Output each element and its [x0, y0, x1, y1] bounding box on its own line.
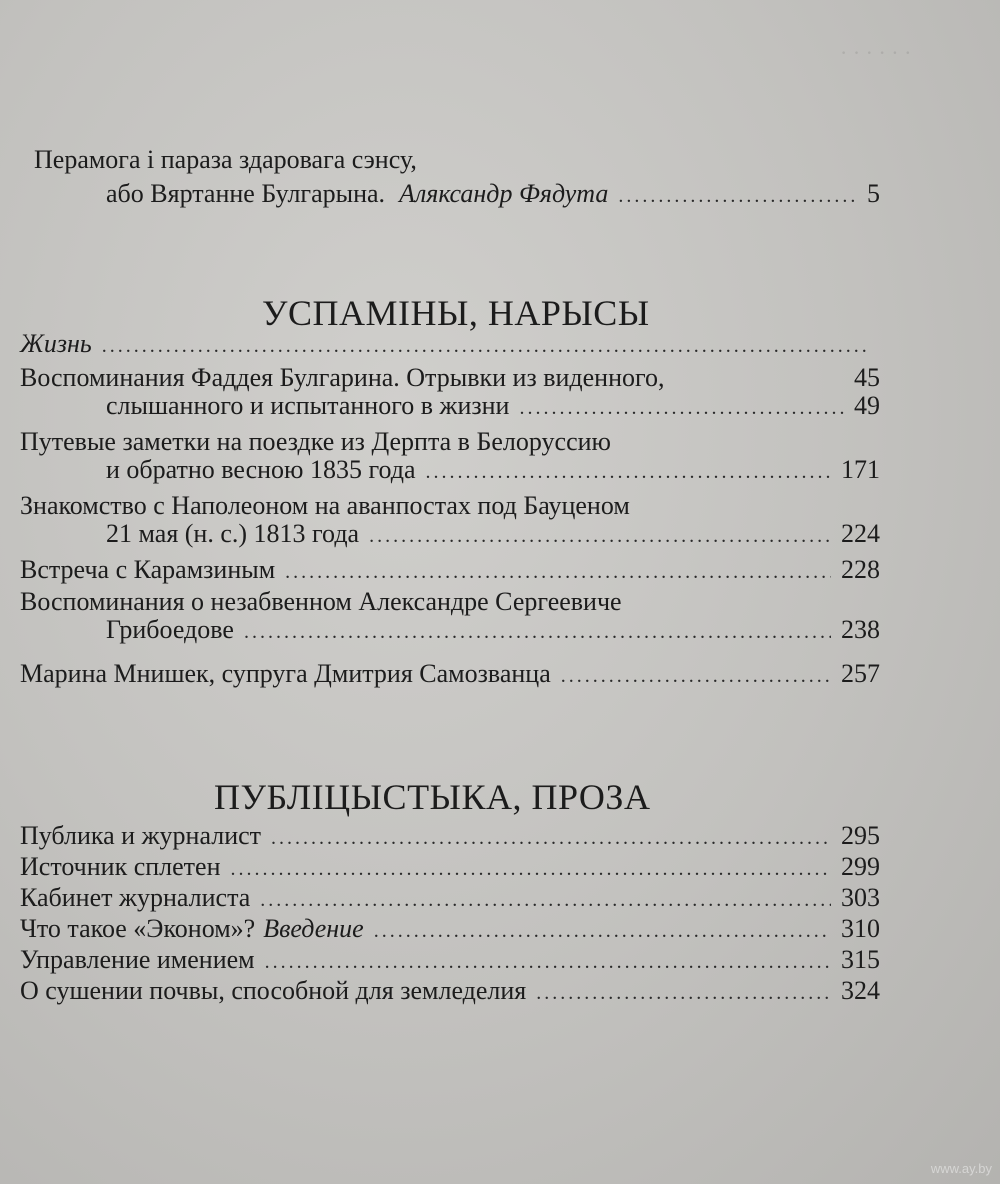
toc-entry[interactable] [20, 588, 880, 646]
toc-entry-line [20, 428, 880, 456]
toc-entry-line [20, 915, 880, 945]
toc-entry-title: Встреча с Карамзиным [20, 555, 276, 584]
leader-dots [102, 332, 870, 360]
toc-entry-title-cont: 21 мая (н. с.) 1813 года [106, 519, 360, 548]
toc-entry-line [20, 946, 880, 976]
toc-page-number: 257 [841, 659, 880, 688]
toc-entry-line [20, 853, 880, 883]
toc-entry-line [20, 884, 880, 914]
leader-dots [426, 458, 831, 486]
toc-entry[interactable] [20, 556, 880, 586]
leader-dots [244, 618, 831, 646]
toc-entry-title: Марина Мнишек, супруга Дмитрия Самозванца [20, 659, 551, 688]
section-heading: ПУБЛІЦЫСТЫКА, ПРОЗА [214, 777, 651, 817]
toc-entry-line [20, 364, 880, 392]
toc-entry-line [20, 146, 880, 174]
toc-entry-line [20, 977, 880, 1007]
toc-entry-line [20, 492, 880, 520]
toc-entry-line [20, 822, 880, 852]
toc-entry-title: Жизнь [20, 329, 92, 358]
leader-dots [285, 558, 831, 586]
toc-entry[interactable] [20, 853, 880, 883]
toc-entry-title: Путевые заметки на поездке из Дерпта в Белоруссию [20, 427, 611, 456]
toc-entry-line [20, 330, 880, 360]
toc-page-number: 299 [841, 852, 880, 881]
toc-page-number: 228 [841, 555, 880, 584]
leader-dots [265, 948, 831, 976]
toc-entry-line [20, 556, 880, 586]
leader-dots [271, 824, 831, 852]
toc-page-number: 5 [867, 179, 880, 208]
toc-entry-title-cont: або Вяртанне Булгарына. [106, 179, 386, 208]
leader-dots [536, 979, 831, 1007]
toc-entry-title: Что такое «Эконом»? [20, 914, 256, 943]
toc-entry[interactable] [20, 822, 880, 852]
toc-entry-line [20, 456, 880, 486]
toc-entry-title: Перамога і параза здаровага сэнсу, [34, 145, 417, 174]
toc-page-number: 310 [841, 914, 880, 943]
toc-entry[interactable] [20, 884, 880, 914]
toc-entry[interactable] [20, 330, 880, 360]
toc-entry[interactable] [20, 660, 880, 690]
toc-entry-title-cont: Грибоедове [106, 615, 234, 644]
bleed-through-text: · · · · · · [840, 40, 912, 65]
toc-entry-line [20, 616, 880, 646]
toc-page-number: 171 [841, 455, 880, 484]
toc-entry-title: Воспоминания Фаддея Булгарина. Отрывки из виденного, [20, 363, 665, 392]
leader-dots [561, 662, 831, 690]
toc-entry-title-cont: слышанного и испытанного в жизни [106, 391, 510, 420]
toc-entry-line [20, 180, 880, 210]
toc-entry[interactable] [20, 977, 880, 1007]
toc-page-number: 315 [841, 945, 880, 974]
toc-page-number: 324 [841, 976, 880, 1005]
toc-entry[interactable] [20, 364, 880, 422]
toc-entry-title: Управление имением [20, 945, 255, 974]
section-heading: УСПАМІНЫ, НАРЫСЫ [262, 293, 650, 333]
toc-entry-line [20, 392, 880, 422]
watermark: www.ay.by [930, 1161, 992, 1176]
toc-entry-title: Воспоминания о незабвенном Александре Сергеевиче [20, 587, 622, 616]
toc-entry[interactable] [20, 946, 880, 976]
leader-dots [618, 182, 857, 210]
leader-dots [260, 886, 831, 914]
toc-entry-title: Публика и журналист [20, 821, 262, 850]
toc-entry-title-cont: и обратно весною 1835 года [106, 455, 416, 484]
toc-entry-line [20, 588, 880, 616]
toc-entry[interactable] [20, 492, 880, 550]
toc-page-number: 238 [841, 615, 880, 644]
toc-entry-intro[interactable] [20, 146, 880, 210]
toc-page-number: 49 [854, 391, 880, 420]
toc-entry[interactable] [20, 428, 880, 486]
toc-entry-title: Источник сплетен [20, 852, 221, 881]
toc-page-number: 45 [854, 363, 880, 392]
toc-entry-line [20, 520, 880, 550]
toc-entry-subtitle: Введение [263, 914, 364, 943]
toc-entry-title: О сушении почвы, способной для земледелия [20, 976, 527, 1005]
leader-dots [374, 917, 831, 945]
toc-page-number: 224 [841, 519, 880, 548]
toc-entry-title: Кабинет журналиста [20, 883, 251, 912]
toc-page-number: 295 [841, 821, 880, 850]
leader-dots [519, 394, 844, 422]
toc-page-number: 303 [841, 883, 880, 912]
leader-dots [230, 855, 831, 883]
toc-entry-line [20, 660, 880, 690]
toc-entry-author: Аляксандр Фядута [399, 179, 609, 208]
leader-dots [369, 522, 831, 550]
toc-entry[interactable] [20, 915, 880, 945]
toc-entry-title: Знакомство с Наполеоном на аванпостах под Бауценом [20, 491, 630, 520]
